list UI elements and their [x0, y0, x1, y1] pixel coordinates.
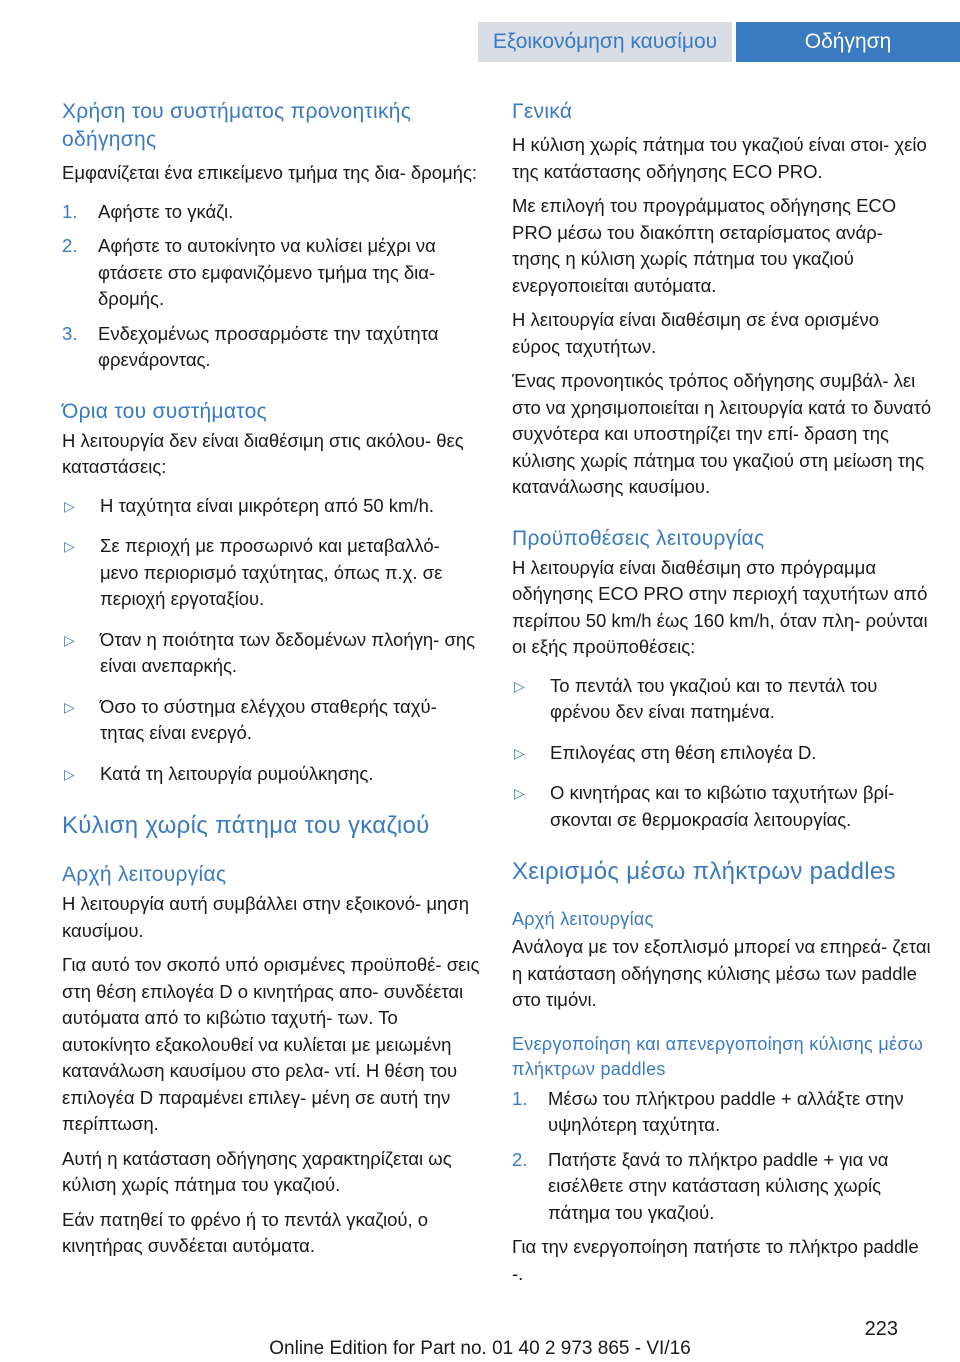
- paragraph: Εάν πατηθεί το φρένο ή το πεντάλ γκαζιού, ο κινητήρας συνδέεται αυτόματα.: [62, 1208, 429, 1256]
- heading-predictive-system: Χρήση του συστήματος προνοητικής οδήγησης: [62, 100, 412, 151]
- step-text: Αφήστε το γκάζι.: [98, 200, 234, 222]
- heading-activation: Ενεργοποίηση και απενεργοποίηση κύλισης μέσω πλήκτρων paddles: [512, 1033, 924, 1079]
- triangle-right-icon: ▷: [64, 497, 75, 514]
- bullet-text: Σε περιοχή με προσωρινό και μεταβαλλό‐ μενο περιορισμό ταχύτητας, όπως π.χ. σε περιοχή εργοταξίου.: [100, 535, 443, 609]
- paragraph: Αυτή η κατάσταση οδήγησης χαρακτηρίζεται ως κύλιση χωρίς πάτημα του γκαζιού.: [62, 1147, 452, 1195]
- paragraph: Η λειτουργία είναι διαθέσιμη σε ένα ορισμένο εύρος ταχυτήτων.: [512, 309, 880, 357]
- list-item: [512, 740, 932, 767]
- list-item: [512, 1147, 932, 1227]
- section-tab: Εξοικονόμηση καυσίμου: [478, 22, 732, 62]
- triangle-right-icon: ▷: [64, 698, 75, 715]
- edition-line: Online Edition for Part no. 01 40 2 973 865 - VI/16: [269, 1338, 691, 1359]
- left-column: [62, 98, 482, 1260]
- triangle-right-icon: ▷: [64, 631, 75, 648]
- list-item: [62, 199, 482, 226]
- steps-list: [512, 1086, 932, 1227]
- step-text: Αφήστε το αυτοκίνητο να κυλίσει μέχρι να φτάσετε στο εμφανιζόμενο τμήμα της δια‐ δρομής.: [98, 235, 436, 309]
- list-item: [62, 321, 482, 374]
- triangle-right-icon: ▷: [514, 744, 525, 761]
- list-item: [62, 493, 482, 520]
- step-text: Ενδεχομένως προσαρμόστε την ταχύτητα φρενάροντας.: [98, 322, 439, 370]
- heading-paddles-control: Χειρισμός μέσω πλήκτρων paddles: [512, 858, 896, 885]
- triangle-right-icon: ▷: [514, 677, 525, 694]
- paragraph: Για αυτό τον σκοπό υπό ορισμένες προϋποθέ‐ σεις στη θέση επιλογέα D ο κινητήρας απο‐ συνδέεται αυτόματα από το κιβώτιο ταχυτή‐ των. Το αυτοκίνητο εξακολουθεί να κυλίεται με μειωμένη κατανάλωση καυσίμου στο ρελα‐ ντί. Η θέση του επιλογέα D παραμένει επιλεγ‐ μένη σε αυτή την περίπτωση.: [62, 954, 480, 1134]
- step-number: 3.: [62, 322, 78, 344]
- page-number: 223: [864, 1318, 898, 1340]
- step-text: Πατήστε ξανά το πλήκτρο paddle + για να εισέλθετε στην κατάσταση κύλισης χωρίς πάτημα του γκαζιού.: [548, 1148, 889, 1223]
- paragraph: Η λειτουργία είναι διαθέσιμη στο πρόγραμμα οδήγησης ECO PRO στην περιοχή ταχυτήτων από περίπου 50 km/h έως 160 km/h, όταν πλη‐ ρούνται οι εξής προϋποθέσεις:: [512, 556, 928, 657]
- step-number: 1.: [62, 200, 78, 222]
- triangle-right-icon: ▷: [64, 765, 75, 782]
- step-number: 2.: [62, 235, 78, 256]
- step-text: Μέσω του πλήκτρου paddle + αλλάξτε στην υψηλότερη ταχύτητα.: [548, 1087, 904, 1135]
- step-number: 2.: [512, 1148, 528, 1170]
- step-number: 1.: [512, 1087, 528, 1109]
- list-item: [512, 780, 932, 833]
- heading-operating-conditions: Προϋποθέσεις λειτουργίας: [512, 526, 765, 550]
- paragraph: Η κύλιση χωρίς πάτημα του γκαζιού είναι στοι‐ χείο της κατάστασης οδήγησης ECO PRO.: [512, 134, 927, 182]
- right-column: [512, 98, 932, 1287]
- list-item: [62, 233, 482, 313]
- triangle-right-icon: ▷: [64, 538, 75, 554]
- bullet-text: Η ταχύτητα είναι μικρότερη από 50 km/h.: [100, 494, 435, 516]
- paragraph: Με επιλογή του προγράμματος οδήγησης ECO PRO μέσω του διακόπτη σεταρίσματος ανάρ‐ τησης η κύλιση χωρίς πάτημα του γκαζιού ενεργοποιείται αυτόματα.: [512, 195, 897, 296]
- bullet-text: Το πεντάλ του γκαζιού και το πεντάλ του φρένου δεν είναι πατημένα.: [550, 674, 878, 722]
- heading-general: Γενικά: [512, 100, 573, 123]
- paragraph: Για την ενεργοποίηση πατήστε το πλήκτρο paddle -.: [512, 1236, 919, 1284]
- list-item: [512, 1086, 932, 1139]
- bullet-text: Ο κινητήρας και το κιβώτιο ταχυτήτων βρί‐ σκονται σε θερμοκρασία λειτουργίας.: [550, 782, 895, 830]
- bullet-text: Κατά τη λειτουργία ρυμούλκησης.: [100, 762, 374, 784]
- list-item: [62, 761, 482, 788]
- bullet-text: Όσο το σύστημα ελέγχου σταθερής ταχύ‐ τητας είναι ενεργό.: [100, 695, 437, 743]
- paragraph: Η λειτουργία δεν είναι διαθέσιμη στις ακόλου‐ θες καταστάσεις:: [62, 429, 464, 477]
- heading-system-limits: Όρια του συστήματος: [62, 399, 267, 423]
- heading-coasting: Κύλιση χωρίς πάτημα του γκαζιού: [62, 812, 430, 839]
- paragraph: Η λειτουργία αυτή συμβάλλει στην εξοικονό‐ μηση καυσίμου.: [62, 893, 469, 941]
- heading-principle: Αρχή λειτουργίας: [512, 909, 654, 929]
- paragraph: Εμφανίζεται ένα επικείμενο τμήμα της δια‐ δρομής:: [62, 162, 478, 183]
- page-header: [0, 0, 960, 62]
- bullet-list: [512, 673, 932, 834]
- paragraph: Ένας προνοητικός τρόπος οδήγησης συμβάλ‐ λει στο να χρησιμοποιείται η λειτουργία κατά το δυνατό συχνότερα και υποστηρίζει την επί‐ δραση της κύλισης χωρίς πάτημα του γκαζιού στη μείωση της κατανάλωσης καυσίμου.: [512, 370, 932, 497]
- list-item: [62, 627, 482, 680]
- bullet-list: [62, 493, 482, 788]
- triangle-right-icon: ▷: [514, 785, 525, 801]
- bullet-text: Επιλογέας στη θέση επιλογέα D.: [550, 741, 817, 763]
- steps-list: [62, 199, 482, 374]
- list-item: [62, 694, 482, 747]
- heading-principle: Αρχή λειτουργίας: [62, 863, 227, 886]
- paragraph: Ανάλογα με τον εξοπλισμό μπορεί να επηρεά‐ ζεται η κατάσταση οδήγησης κύλισης μέσω των paddle στο τιμόνι.: [512, 936, 931, 1010]
- bullet-text: Όταν η ποιότητα των δεδομένων πλοήγη‐ σης είναι ανεπαρκής.: [100, 628, 476, 676]
- chapter-tab: Οδήγηση: [736, 22, 960, 62]
- list-item: [512, 673, 932, 726]
- list-item: [62, 533, 482, 613]
